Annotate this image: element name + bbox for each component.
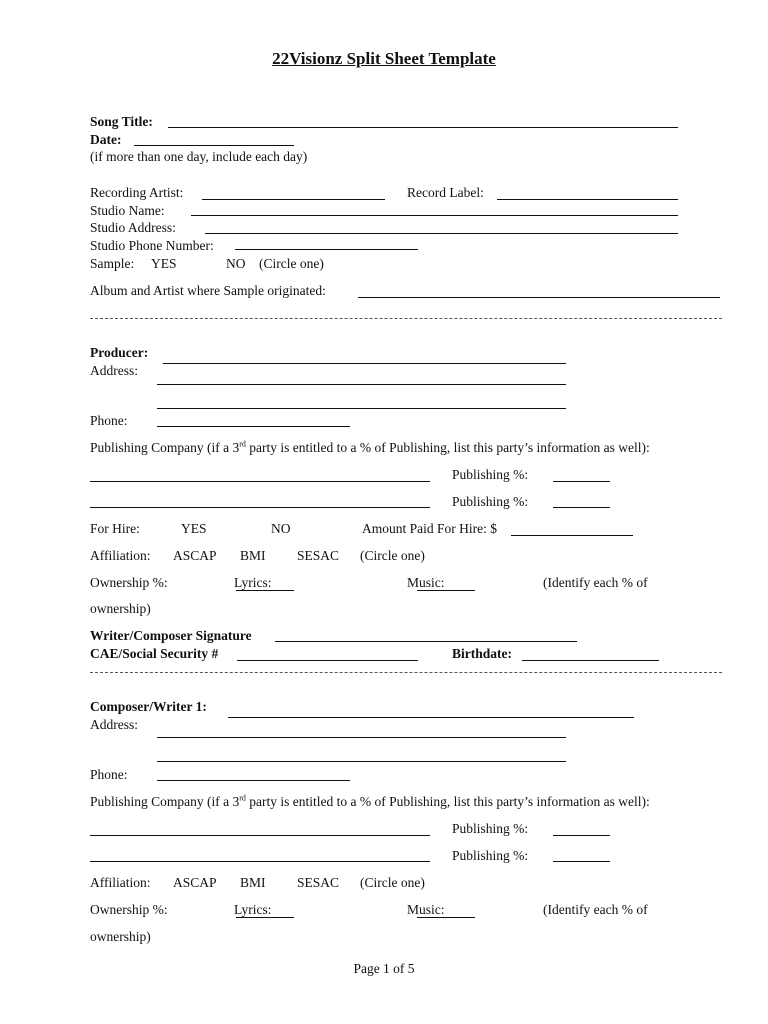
document-title: 22Visionz Split Sheet Template: [272, 49, 496, 68]
producer-affiliation-label: Affiliation:: [90, 548, 151, 563]
producer-phone-label: Phone:: [90, 413, 128, 428]
signature-label: Writer/Composer Signature: [90, 628, 252, 643]
studio-phone-label: Studio Phone Number:: [90, 238, 214, 253]
sample-yes-option[interactable]: YES: [151, 256, 177, 271]
amount-paid-label: Amount Paid For Hire: $: [362, 521, 497, 536]
sample-no-option[interactable]: NO: [226, 256, 246, 271]
producer-address-field-2[interactable]: [157, 408, 566, 409]
producer-publishing-pct-field-1[interactable]: [553, 481, 610, 482]
composer1-phone-label: Phone:: [90, 767, 128, 782]
producer-sesac-option[interactable]: SESAC: [297, 548, 340, 563]
producer-publishing-company-field-1[interactable]: [90, 481, 430, 482]
producer-lyrics-label: Lyrics:: [234, 575, 272, 590]
producer-affiliation-circle-note: (Circle one): [360, 548, 425, 563]
composer1-ascap-option[interactable]: ASCAP: [173, 875, 217, 890]
song-title-label: Song Title:: [90, 114, 153, 129]
studio-address-field[interactable]: [205, 233, 678, 234]
producer-publishing-pct-label-2: Publishing %:: [452, 494, 529, 509]
producer-heading: Producer:: [90, 345, 149, 360]
composer1-lyrics-label: Lyrics:: [234, 902, 272, 917]
date-note: (if more than one day, include each day): [90, 149, 308, 164]
for-hire-yes-option[interactable]: YES: [181, 521, 207, 536]
composer1-address-field-2[interactable]: [157, 761, 566, 762]
record-label-field[interactable]: [497, 199, 678, 200]
composer1-publishing-company-field-2[interactable]: [90, 861, 430, 862]
producer-identify-note: (Identify each % of: [543, 575, 648, 590]
composer1-sesac-option[interactable]: SESAC: [297, 875, 340, 890]
studio-phone-field[interactable]: [235, 249, 418, 250]
composer1-ownership-label: Ownership %:: [90, 902, 168, 917]
section-divider: [90, 318, 722, 319]
composer1-lyrics-field[interactable]: [236, 917, 294, 918]
studio-name-field[interactable]: [191, 215, 678, 216]
composer1-affiliation-circle-note: (Circle one): [360, 875, 425, 890]
composer1-publishing-pct-field-2[interactable]: [553, 861, 610, 862]
page-number: Page 1 of 5: [353, 961, 415, 976]
composer1-publishing-pct-label-1: Publishing %:: [452, 821, 529, 836]
composer1-publishing-pct-field-1[interactable]: [553, 835, 610, 836]
album-artist-field[interactable]: [358, 297, 720, 298]
composer1-publishing-company-field-1[interactable]: [90, 835, 430, 836]
composer1-name-field[interactable]: [228, 717, 634, 718]
composer1-music-label: Music:: [407, 902, 445, 917]
producer-address-label: Address:: [90, 363, 138, 378]
producer-phone-field[interactable]: [157, 426, 350, 427]
producer-publishing-pct-label-1: Publishing %:: [452, 467, 529, 482]
producer-music-label: Music:: [407, 575, 445, 590]
recording-artist-field[interactable]: [202, 199, 385, 200]
record-label-label: Record Label:: [407, 185, 484, 200]
album-artist-label: Album and Artist where Sample originated:: [90, 283, 326, 298]
composer1-bmi-option[interactable]: BMI: [240, 875, 266, 890]
producer-publishing-company-field-2[interactable]: [90, 507, 430, 508]
date-field[interactable]: [134, 145, 294, 146]
recording-artist-label: Recording Artist:: [90, 185, 184, 200]
for-hire-label: For Hire:: [90, 521, 140, 536]
for-hire-no-option[interactable]: NO: [271, 521, 291, 536]
producer-name-field[interactable]: [163, 363, 566, 364]
producer-publishing-label: Publishing Company (if a 3rd party is entitled to a % of Publishing, list this party’s information as well):: [90, 439, 650, 455]
studio-address-label: Studio Address:: [90, 220, 176, 235]
section-divider-2: [90, 672, 722, 673]
producer-lyrics-field[interactable]: [236, 590, 294, 591]
composer1-identify-note-cont: ownership): [90, 929, 151, 944]
producer-music-field[interactable]: [417, 590, 475, 591]
composer1-address-label: Address:: [90, 717, 138, 732]
composer1-phone-field[interactable]: [157, 780, 350, 781]
studio-name-label: Studio Name:: [90, 203, 165, 218]
signature-field[interactable]: [275, 641, 577, 642]
composer1-publishing-pct-label-2: Publishing %:: [452, 848, 529, 863]
producer-identify-note-cont: ownership): [90, 601, 151, 616]
composer1-publishing-label: Publishing Company (if a 3rd party is entitled to a % of Publishing, list this party’s information as well):: [90, 793, 650, 809]
composer1-identify-note: (Identify each % of: [543, 902, 648, 917]
song-title-field[interactable]: [168, 127, 678, 128]
amount-paid-field[interactable]: [511, 535, 633, 536]
sample-circle-note: (Circle one): [259, 256, 324, 271]
composer1-affiliation-label: Affiliation:: [90, 875, 151, 890]
birthdate-label: Birthdate:: [452, 646, 512, 661]
composer1-music-field[interactable]: [417, 917, 475, 918]
composer1-address-field-1[interactable]: [157, 737, 566, 738]
producer-address-field-1[interactable]: [157, 384, 566, 385]
cae-ssn-label: CAE/Social Security #: [90, 646, 219, 661]
date-label: Date:: [90, 132, 122, 147]
producer-bmi-option[interactable]: BMI: [240, 548, 266, 563]
cae-ssn-field[interactable]: [237, 660, 418, 661]
composer1-heading: Composer/Writer 1:: [90, 699, 207, 714]
sample-label: Sample:: [90, 256, 135, 271]
producer-publishing-pct-field-2[interactable]: [553, 507, 610, 508]
producer-ascap-option[interactable]: ASCAP: [173, 548, 217, 563]
birthdate-field[interactable]: [522, 660, 659, 661]
producer-ownership-label: Ownership %:: [90, 575, 168, 590]
